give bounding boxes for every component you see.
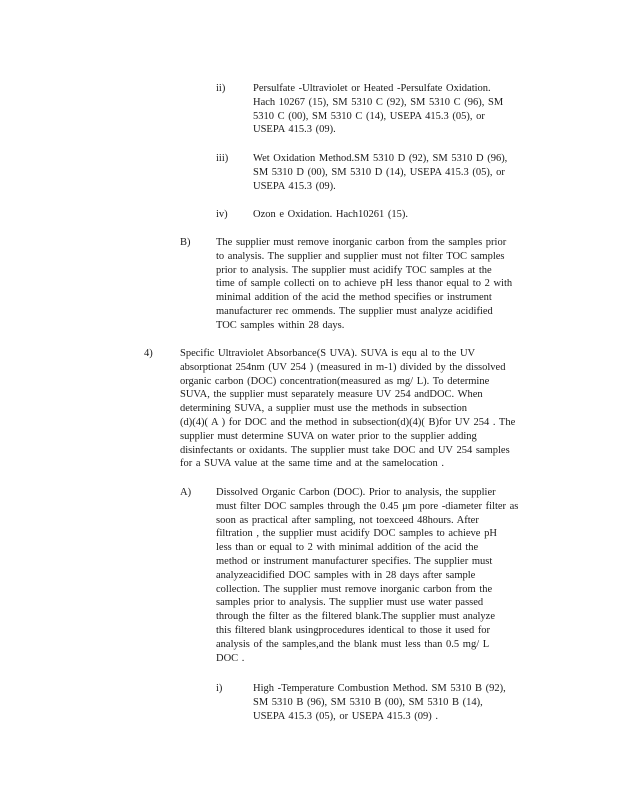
text-line: SM 5310 D (00), SM 5310 D (14), USEPA 415.3 (05), or (253, 166, 505, 178)
text-line: Specific Ultraviolet Absorbance(S UVA). SUVA is equ al to the UV (180, 348, 476, 359)
text-line: organic carbon (DOC) concentration(measured as mg/ L). To determine (180, 375, 490, 387)
text-line: supplier must determine SUVA on water prior to the supplier adding (180, 430, 477, 442)
text-line: TOC samples within 28 days. (216, 319, 345, 331)
text-line: collection. The supplier must remove inorganic carbon from the (216, 583, 493, 595)
text-line: determining SUVA, a supplier must use the methods in subsection (180, 403, 468, 415)
text-line: USEPA 415.3 (09). (253, 180, 336, 192)
item-label: B) (180, 237, 191, 248)
text-line: Dissolved Organic Carbon (DOC). Prior to analysis, the supplier (216, 487, 496, 498)
item-label: ii) (216, 83, 226, 94)
item-label: iii) (216, 153, 229, 164)
text-line: DOC . (216, 652, 245, 664)
text-line: manufacturer rec ommends. The supplier must analyze acidified (216, 305, 493, 317)
text-line: Persulfate -Ultraviolet or Heated -Persulfate Oxidation. (253, 83, 491, 94)
item-text (253, 82, 525, 137)
item-label: i) (216, 683, 223, 694)
item-text (216, 236, 536, 333)
text-line: soon as practical after sampling, not toexceed 48hours. After (216, 514, 479, 526)
text-line: analysis of the samples,and the blank must less than 0.5 mg/ L (216, 638, 490, 650)
text-line: The supplier must remove inorganic carbon from the samples prior (216, 237, 507, 248)
text-line: Hach 10267 (15), SM 5310 C (92), SM 5310 C (96), SM (253, 96, 504, 108)
item-label: 4) (144, 348, 153, 359)
item-text (253, 682, 527, 723)
text-line: prior to analysis. The supplier must acidify TOC samples at the (216, 264, 492, 276)
text-line: High -Temperature Combustion Method. SM 5310 B (92), (253, 683, 506, 694)
text-line: minimal addition of the acid the method specifies or instrument (216, 292, 492, 304)
text-line: less than or equal to 2 with minimal addition of the acid the (216, 542, 479, 554)
text-line: SM 5310 B (96), SM 5310 B (00), SM 5310 B (14), (253, 696, 483, 708)
text-line: (d)(4)( A ) for DOC and the method in subsection(d)(4)( B)for UV 254 . The (180, 416, 516, 428)
text-line: samples prior to analysis. The supplier must use water passed (216, 597, 484, 609)
item-text (253, 152, 533, 193)
text-line: to analysis. The supplier and supplier must not filter TOC samples (216, 250, 505, 262)
text-line: Ozon e Oxidation. Hach10261 (15). (253, 209, 409, 220)
text-line: Wet Oxidation Method.SM 5310 D (92), SM 5310 D (96), (253, 153, 508, 164)
text-line: through the filter as the filtered blank.The supplier must analyze (216, 611, 495, 623)
text-line: this filtered blank usingprocedures identical to those it used for (216, 624, 491, 636)
item-text (216, 486, 542, 665)
item-text (180, 347, 532, 471)
text-line: analyzeacidified DOC samples with in 28 days after sample (216, 569, 476, 581)
text-line: for a SUVA value at the same time and at the samelocation . (180, 458, 445, 470)
text-line: 5310 C (00), SM 5310 C (14), USEPA 415.3 (05), or (253, 110, 485, 122)
item-text (253, 208, 533, 222)
text-line: SUVA, the supplier must separately measure UV 254 andDOC. When (180, 389, 483, 401)
text-line: filtration , the supplier must acidify DOC samples to achieve pH (216, 528, 497, 540)
text-line: disinfectants or oxidants. The supplier must take DOC and UV 254 samples (180, 444, 510, 456)
text-line: method or instrument manufacturer specifies. The supplier must (216, 555, 493, 567)
item-label: iv) (216, 209, 228, 220)
item-label: A) (180, 487, 192, 498)
text-line: time of sample collecti on to achieve pH less thanor equal to 2 with (216, 278, 513, 290)
text-line: must filter DOC samples through the 0.45 μm pore -diameter filter as (216, 500, 519, 512)
text-line: USEPA 415.3 (05), or USEPA 415.3 (09) . (253, 710, 439, 722)
text-line: absorptionat 254nm (UV 254 ) (measured in m-1) divided by the dissolved (180, 361, 506, 373)
text-line: USEPA 415.3 (09). (253, 124, 336, 136)
